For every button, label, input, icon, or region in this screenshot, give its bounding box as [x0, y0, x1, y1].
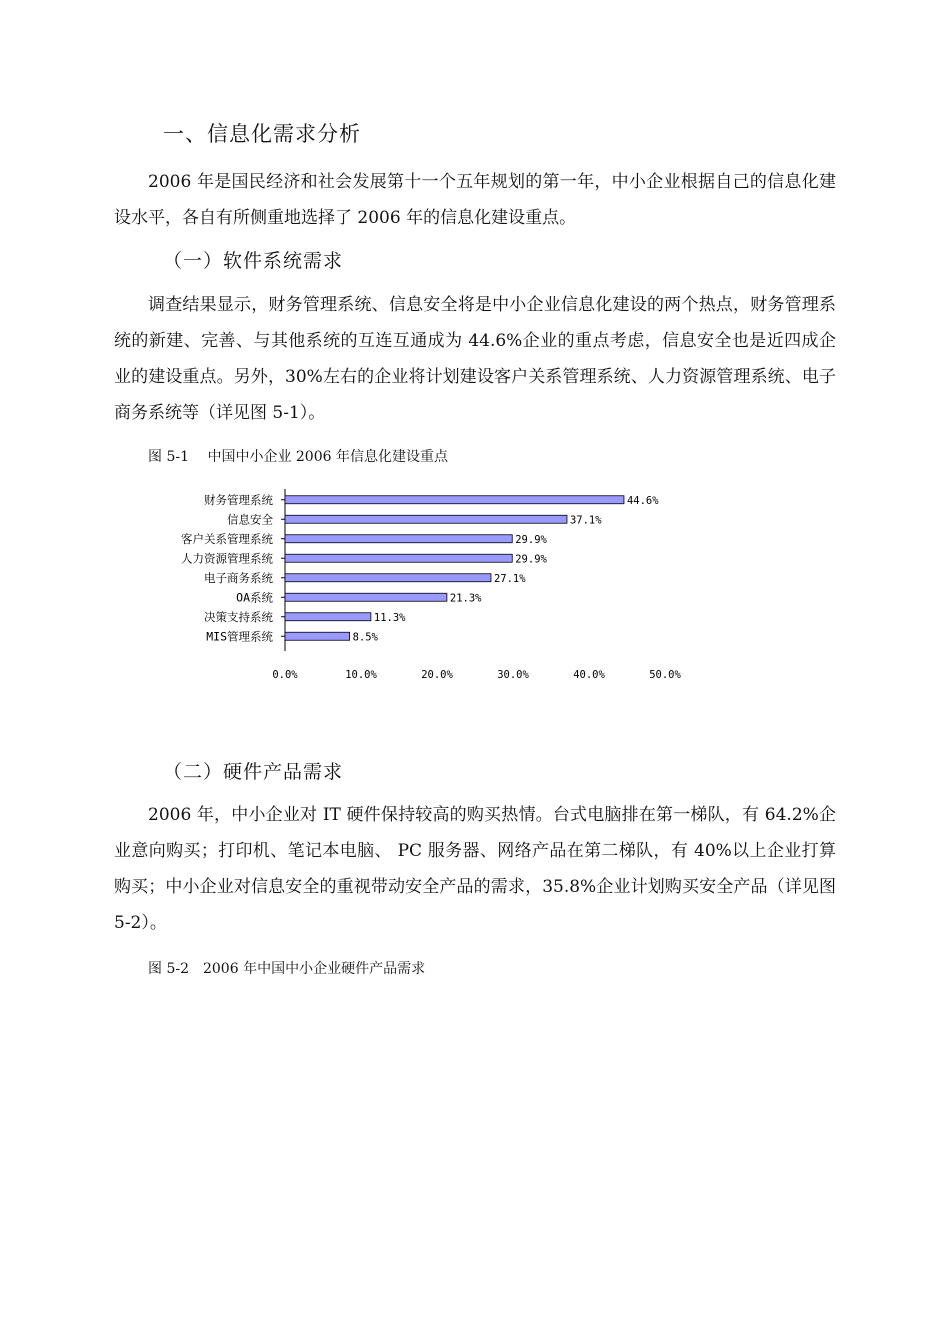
intro-paragraph: [114, 164, 836, 236]
category-label: 信息安全: [227, 512, 273, 527]
hardware-paragraph: [114, 797, 836, 941]
bar: [285, 515, 567, 523]
data-label: 29.9%: [515, 533, 547, 546]
bar: [285, 535, 512, 543]
category-label: 人力资源管理系统: [181, 551, 273, 566]
category-label: MIS管理系统: [206, 629, 273, 644]
x-tick-label: 40.0%: [573, 669, 605, 681]
data-label: 37.1%: [569, 514, 602, 527]
figure-caption-5-1: 图 5-1 中国中小企业 2006 年信息化建设重点: [148, 449, 448, 465]
category-label: 决策支持系统: [204, 609, 273, 624]
category-label: 电子商务系统: [204, 570, 273, 585]
data-label: 8.5%: [352, 631, 378, 644]
intro-text: 2006 年是国民经济和社会发展第十一个五年规划的第一年，中小企业根据自己的信息化建设水平，各自有所侧重地选择了 2006 年的信息化建设重点。: [114, 172, 836, 228]
category-label: OA系统: [236, 590, 273, 605]
hardware-text: 2006 年，中小企业对 IT 硬件保持较高的购买热情。台式电脑排在第一梯队，有 64.2%企业意向购买；打印机、笔记本电脑、 PC 服务器、网络产品在第二梯队，有 40%以上企业打算购买；中小企业对信息安全的重视带动安全产品的需求，35.8%企业计划购买安全产品（详见图 5-2）。: [114, 805, 836, 933]
figure-caption-5-2: 图 5-2 2006 年中国中小企业硬件产品需求: [148, 961, 426, 977]
data-label: 27.1%: [493, 572, 526, 585]
software-text: 调查结果显示，财务管理系统、信息安全将是中小企业信息化建设的两个热点，财务管理系统的新建、完善、与其他系统的互连互通成为 44.6%企业的重点考虑，信息安全也是近四成企业的建设重点。另外，30%左右的企业将计划建设客户关系管理系统、人力资源管理系统、电子商务系统等（详见图 5-1）。: [114, 295, 836, 423]
x-tick-label: 50.0%: [649, 669, 681, 681]
category-label: 客户关系管理系统: [181, 531, 273, 546]
data-label: 44.6%: [626, 494, 659, 507]
data-label: 21.3%: [449, 592, 482, 605]
data-label: 29.9%: [515, 553, 547, 566]
software-paragraph: [114, 287, 836, 431]
x-tick-label: 10.0%: [345, 669, 377, 681]
section-title: 一、信息化需求分析: [163, 122, 361, 146]
category-label: 财务管理系统: [204, 492, 273, 507]
bar: [285, 574, 491, 582]
x-tick-label: 0.0%: [272, 669, 298, 681]
bar: [285, 593, 447, 601]
bar: [285, 613, 371, 621]
software-heading: （一）软件系统需求: [163, 250, 344, 272]
bar: [285, 496, 624, 504]
x-tick-label: 30.0%: [497, 669, 529, 681]
hardware-heading: （二）硬件产品需求: [163, 761, 344, 783]
x-tick-label: 20.0%: [421, 669, 453, 681]
software-demand-bar-chart: [150, 485, 710, 685]
data-label: 11.3%: [373, 611, 406, 624]
bar: [285, 632, 350, 640]
bar: [285, 554, 512, 562]
